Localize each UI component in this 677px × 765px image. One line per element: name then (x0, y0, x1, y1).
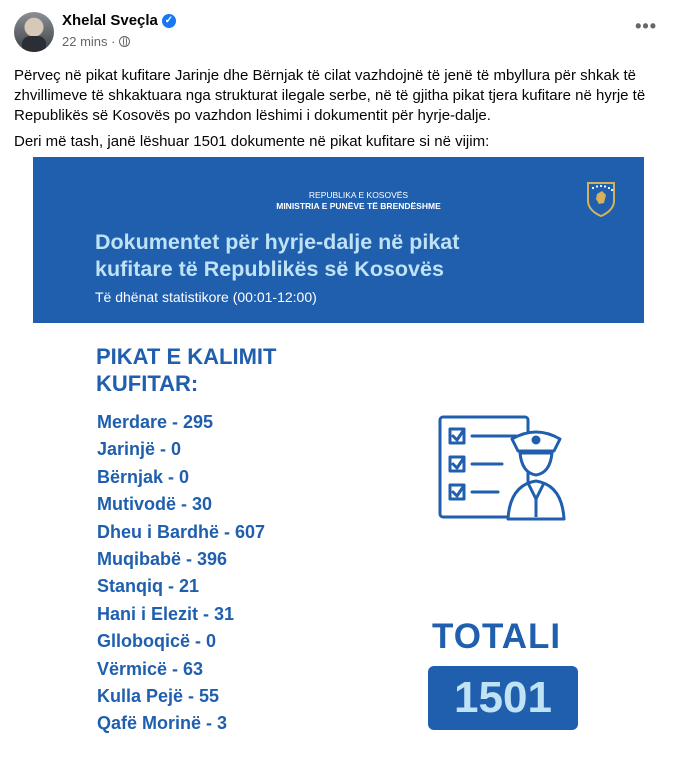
list-item: Glloboqicë - 0 (97, 631, 217, 652)
list-item: Qafë Morinë - 3 (97, 713, 228, 734)
crossings-heading-line-1: PIKAT E KALIMIT (96, 344, 277, 369)
list-item: Kulla Pejë - 55 (97, 685, 220, 706)
list-item: Hani i Elezit - 31 (97, 603, 235, 624)
list-item: Bërnjak - 0 (97, 466, 190, 487)
total-label: TOTALI (432, 617, 562, 656)
total-value: 1501 (428, 666, 578, 730)
list-item: Jarinjë - 0 (97, 439, 182, 460)
list-item: Dheu i Bardhë - 607 (97, 521, 266, 542)
author-label[interactable]: Xhelal Sveçla (62, 12, 158, 29)
globe-icon (119, 36, 130, 47)
graphic-banner (33, 157, 644, 323)
coat-of-arms-icon (586, 181, 616, 217)
graphic-subtitle: Të dhënat statistikore (00:01-12:00) (95, 289, 317, 305)
avatar[interactable] (14, 12, 54, 52)
post-time[interactable]: 22 mins · (62, 34, 116, 49)
ministry-label: MINISTRIA E PUNËVE TË BRENDËSHME (276, 201, 441, 211)
crossings-list (97, 409, 265, 738)
post-image[interactable] (0, 157, 677, 765)
police-checklist-icon (436, 413, 576, 523)
crossings-heading-line-2: KUFITAR: (96, 371, 199, 396)
graphic-title-line-1: Dokumentet për hyrje-dalje në pikat (95, 230, 460, 254)
graphic-title (95, 229, 459, 283)
author-name[interactable] (62, 12, 176, 29)
republic-label: REPUBLIKA E KOSOVËS (308, 190, 409, 200)
post-meta (62, 34, 130, 49)
crossings-heading (96, 343, 276, 397)
post-paragraph-2: Deri më tash, janë lëshuar 1501 dokumente në pikat kufitare si në vijim: (14, 133, 490, 150)
verified-badge-icon: ✓ (162, 14, 176, 28)
list-item: Mutivodë - 30 (97, 494, 213, 515)
post-text (14, 66, 664, 158)
list-item: Merdare - 295 (97, 412, 214, 432)
ministry-header (33, 190, 644, 212)
list-item: Vërmicë - 63 (97, 658, 204, 679)
post-paragraph-1: Përveç në pikat kufitare Jarinje dhe Bërnjak të cilat vazhdojnë të jenë të mbyllura për shkak të zhvillimeve të shkaktuara nga strukturat ilegale serbe, në të gjitha pikat tjera kufitare në hyrje të Republikës së Kosovës po vazhdon lëshimi i dokumentit për hyrje-dalje. (14, 67, 646, 124)
list-item: Muqibabë - 396 (97, 548, 228, 569)
list-item: Stanqiq - 21 (97, 576, 200, 597)
graphic-title-line-2: kufitare të Republikës së Kosovës (95, 257, 444, 281)
more-options-icon[interactable]: ••• (635, 16, 657, 36)
post-header (0, 0, 677, 60)
